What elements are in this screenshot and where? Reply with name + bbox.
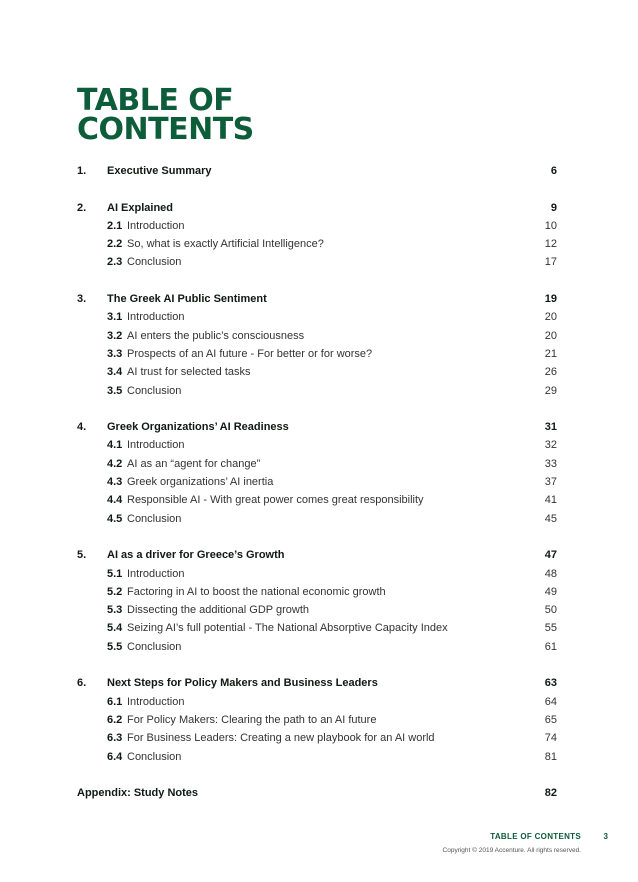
toc-section-number: 6.: [77, 677, 87, 690]
toc-subsection-entry[interactable]: [77, 235, 557, 253]
toc-subsection-entry[interactable]: [77, 729, 557, 747]
toc-subsection-number: 2.3: [107, 256, 123, 269]
toc-section-number: 2.: [77, 201, 87, 214]
toc-subsection-entry[interactable]: [77, 345, 557, 363]
toc-spacer: [77, 528, 557, 546]
toc-page-number: 63: [544, 677, 557, 690]
toc-subsection-title: Prospects of an AI future - For better or for worse?: [127, 347, 373, 360]
toc-section-number: 4.: [77, 421, 87, 434]
toc-subsection-title: Introduction: [127, 311, 185, 324]
toc-subsection-number: 6.2: [107, 713, 123, 726]
toc-subsection-entry[interactable]: [77, 363, 557, 381]
toc-page-number: 61: [544, 640, 557, 653]
toc-subsection-entry[interactable]: [77, 565, 557, 583]
toc-subsection-title: Conclusion: [127, 256, 182, 269]
toc-subsection-title: Dissecting the additional GDP growth: [127, 604, 310, 617]
toc-subsection-number: 3.3: [107, 347, 123, 360]
toc-subsection-title: AI trust for selected tasks: [127, 366, 251, 379]
toc-page-number: 31: [544, 421, 557, 434]
toc-page-number: 21: [544, 347, 557, 360]
toc-page-number: 19: [544, 293, 557, 306]
toc-subsection-title: AI enters the public’s consciousness: [127, 329, 305, 342]
toc-subsection-title: Factoring in AI to boost the national economic growth: [127, 585, 386, 598]
toc-subsection-number: 4.3: [107, 476, 123, 489]
toc-page-number: 50: [544, 604, 557, 617]
toc-subsection-entry[interactable]: [77, 510, 557, 528]
footer-section-label: TABLE OF CONTENTS: [490, 832, 581, 841]
page-title: [77, 83, 377, 147]
toc-subsection-entry[interactable]: [77, 327, 557, 345]
toc-page-number: 55: [544, 622, 557, 635]
toc-section-title: Greek Organizations’ AI Readiness: [107, 421, 289, 434]
toc-subsection-entry[interactable]: [77, 638, 557, 656]
toc-subsection-number: 2.2: [107, 238, 123, 251]
toc-subsection-entry[interactable]: [77, 748, 557, 766]
toc-subsection-title: AI as an “agent for change”: [127, 457, 261, 470]
toc-page-number: 41: [544, 494, 557, 507]
toc-page-number: 20: [544, 329, 557, 342]
toc-subsection-entry[interactable]: [77, 436, 557, 454]
toc-subsection-number: 5.3: [107, 604, 123, 617]
footer-copyright: Copyright © 2019 Accenture. All rights reserved.: [442, 847, 581, 854]
toc-page-number: 26: [544, 366, 557, 379]
toc-page-number: 6: [550, 165, 557, 177]
toc-page-number: 64: [544, 695, 557, 708]
toc-subsection-number: 2.1: [107, 219, 123, 232]
toc-subsection-number: 4.1: [107, 439, 123, 452]
page-title-line-1: TABLE OF: [77, 83, 234, 118]
toc-section-number: 5.: [77, 549, 87, 562]
toc-subsection-entry[interactable]: [77, 583, 557, 601]
toc-subsection-number: 4.4: [107, 494, 123, 507]
toc-page-number: 48: [544, 567, 557, 580]
toc-subsection-entry[interactable]: [77, 382, 557, 400]
toc-subsection-entry[interactable]: [77, 455, 557, 473]
toc-subsection-title: Responsible AI - With great power comes great responsibility: [127, 494, 424, 507]
toc-page-number: 17: [544, 256, 557, 269]
toc-subsection-title: Introduction: [127, 219, 185, 232]
toc-subsection-entry[interactable]: [77, 711, 557, 729]
table-of-contents: [77, 162, 557, 802]
toc-section-entry[interactable]: [77, 546, 557, 564]
toc-section-number: 1.: [77, 165, 87, 177]
toc-subsection-entry[interactable]: [77, 473, 557, 491]
toc-subsection-entry[interactable]: [77, 217, 557, 235]
toc-subsection-title: Conclusion: [127, 512, 182, 525]
toc-subsection-entry[interactable]: [77, 619, 557, 637]
toc-subsection-title: Greek organizations’ AI inertia: [127, 476, 274, 489]
toc-subsection-number: 5.1: [107, 567, 123, 580]
toc-subsection-entry[interactable]: [77, 601, 557, 619]
toc-section-entry[interactable]: [77, 290, 557, 308]
toc-subsection-number: 6.1: [107, 695, 123, 708]
toc-page-number: 47: [544, 549, 557, 562]
toc-subsection-title: Introduction: [127, 439, 185, 452]
toc-page-number: 32: [544, 439, 557, 452]
toc-subsection-title: For Business Leaders: Creating a new playbook for an AI world: [127, 732, 435, 745]
toc-spacer: [77, 656, 557, 674]
toc-page-number: 45: [544, 512, 557, 525]
toc-section-title: AI as a driver for Greece’s Growth: [107, 549, 285, 562]
toc-subsection-number: 5.5: [107, 640, 123, 653]
toc-page-number: 65: [544, 713, 557, 726]
toc-section-number: 3.: [77, 293, 87, 306]
toc-section-entry[interactable]: [77, 418, 557, 436]
toc-page-number: 20: [544, 311, 557, 324]
toc-subsection-title: Conclusion: [127, 640, 182, 653]
toc-subsection-number: 4.5: [107, 512, 123, 525]
toc-spacer: [77, 766, 557, 784]
toc-subsection-title: Introduction: [127, 695, 185, 708]
toc-page-number: 81: [544, 750, 557, 763]
toc-subsection-number: 6.4: [107, 750, 123, 763]
toc-section-entry[interactable]: [77, 674, 557, 692]
toc-page-number: 33: [544, 457, 557, 470]
toc-page-number: 82: [544, 787, 557, 800]
toc-subsection-number: 6.3: [107, 732, 123, 745]
toc-subsection-title: So, what is exactly Artificial Intelligence?: [127, 238, 324, 251]
toc-subsection-entry[interactable]: [77, 693, 557, 711]
footer-page-number: 3: [603, 832, 608, 841]
toc-subsection-number: 5.2: [107, 585, 123, 598]
toc-section-title: Appendix: Study Notes: [77, 787, 199, 800]
toc-subsection-number: 3.5: [107, 384, 123, 397]
toc-page-number: 12: [544, 238, 557, 251]
toc-page-number: 29: [544, 384, 557, 397]
toc-section-title: The Greek AI Public Sentiment: [107, 293, 267, 306]
toc-subsection-title: Conclusion: [127, 384, 182, 397]
toc-subsection-title: For Policy Makers: Clearing the path to an AI future: [127, 713, 377, 726]
page-title-line-2: CONTENTS: [77, 112, 254, 147]
toc-spacer: [77, 400, 557, 418]
toc-subsection-number: 3.1: [107, 311, 123, 324]
toc-subsection-title: Seizing AI’s full potential - The National Absorptive Capacity Index: [127, 622, 448, 635]
toc-subsection-number: 3.4: [107, 366, 123, 379]
toc-section-title: AI Explained: [107, 201, 174, 214]
toc-subsection-title: Introduction: [127, 567, 185, 580]
toc-page-number: 9: [550, 201, 557, 214]
toc-page-number: 74: [544, 732, 557, 745]
toc-subsection-number: 3.2: [107, 329, 123, 342]
toc-subsection-entry[interactable]: [77, 308, 557, 326]
toc-section-title: Executive Summary: [107, 165, 212, 177]
toc-subsection-title: Conclusion: [127, 750, 182, 763]
toc-subsection-entry[interactable]: [77, 253, 557, 271]
toc-subsection-entry[interactable]: [77, 491, 557, 509]
toc-page-number: 10: [544, 219, 557, 232]
toc-spacer: [77, 180, 557, 198]
toc-page-number: 37: [544, 476, 557, 489]
toc-subsection-number: 5.4: [107, 622, 123, 635]
toc-section-title: Next Steps for Policy Makers and Business Leaders: [107, 677, 378, 690]
toc-section-entry[interactable]: [77, 784, 557, 802]
toc-section-entry[interactable]: [77, 199, 557, 217]
toc-subsection-number: 4.2: [107, 457, 123, 470]
toc-section-entry[interactable]: [77, 162, 557, 180]
toc-page-number: 49: [544, 585, 557, 598]
toc-spacer: [77, 272, 557, 290]
